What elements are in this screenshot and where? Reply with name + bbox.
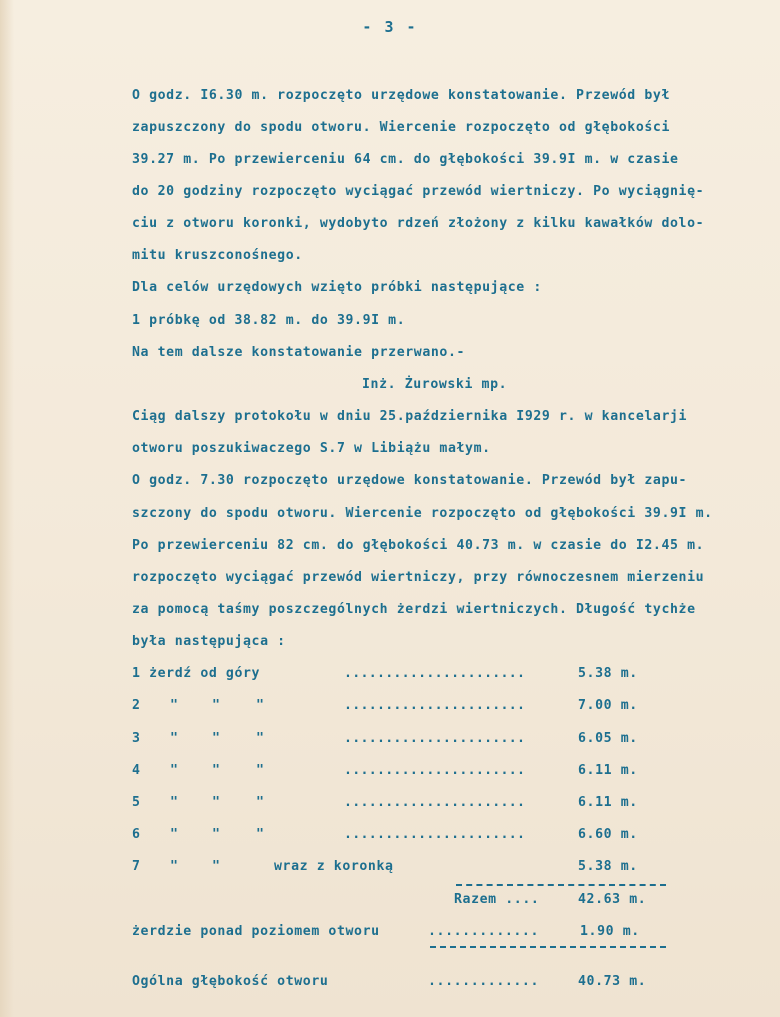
text-line-8: 1 próbkę od 38.82 m. do 39.9I m. xyxy=(132,313,406,328)
leader-dots: ...................... xyxy=(344,763,526,778)
ditto-mark: " xyxy=(212,731,221,746)
text-line-13: szczony do spodu otworu. Wiercenie rozpoczęto od głębokości 39.9I m. xyxy=(132,506,713,521)
difference-underline xyxy=(430,946,666,948)
leader-dots: ...................... xyxy=(344,731,526,746)
rod-row-4 xyxy=(132,763,652,783)
text-line-6: mitu kruszconośnego. xyxy=(132,248,303,263)
rod-length: 5.38 m. xyxy=(578,666,638,681)
rod-row-6 xyxy=(132,827,652,847)
overall-depth-row xyxy=(132,974,652,994)
ditto-mark: " xyxy=(256,795,265,810)
ditto-mark: " xyxy=(256,827,265,842)
total-label: Razem .... xyxy=(454,892,540,907)
above-ground-value: 1.90 m. xyxy=(580,924,640,939)
ditto-mark: " xyxy=(170,731,179,746)
text-line-11: otworu poszukiwaczego S.7 w Libiążu małym. xyxy=(132,441,491,456)
rod-length: 6.05 m. xyxy=(578,731,638,746)
ditto-mark: " xyxy=(212,698,221,713)
rod-row-5 xyxy=(132,795,652,815)
rod-row-1 xyxy=(132,666,652,686)
ditto-mark: " xyxy=(212,795,221,810)
rod-length: 7.00 m. xyxy=(578,698,638,713)
text-line-7: Dla celów urzędowych wzięto próbki następujące : xyxy=(132,280,542,295)
page-number: - 3 - xyxy=(362,18,418,36)
text-line-14: Po przewierceniu 82 cm. do głębokości 40.73 m. w czasie do I2.45 m. xyxy=(132,538,705,553)
ditto-mark: " xyxy=(212,859,221,874)
text-line-17: była następująca : xyxy=(132,634,286,649)
leader-dots: ............. xyxy=(428,924,540,939)
ditto-mark: " xyxy=(170,795,179,810)
text-line-10: Ciąg dalszy protokołu w dniu 25.października I929 r. w kancelarji xyxy=(132,409,688,424)
text-line-15: rozpoczęto wyciągać przewód wiertniczy, przy równoczesnem mierzeniu xyxy=(132,570,705,585)
ditto-mark: " xyxy=(256,731,265,746)
leader-dots: ...................... xyxy=(344,795,526,810)
text-line-2: zapuszczony do spodu otworu. Wiercenie rozpoczęto od głębokości xyxy=(132,120,670,135)
leader-dots: ...................... xyxy=(344,698,526,713)
paper-edge xyxy=(0,0,14,1017)
text-line-9: Na tem dalsze konstatowanie przerwano.- xyxy=(132,345,466,360)
leader-dots: ...................... xyxy=(344,666,526,681)
overall-depth-value: 40.73 m. xyxy=(578,974,647,989)
ditto-mark: " xyxy=(256,698,265,713)
sum-underline xyxy=(456,884,666,886)
total-row xyxy=(132,892,652,912)
rod-row-3 xyxy=(132,731,652,751)
text-line-3: 39.27 m. Po przewierceniu 64 cm. do głębokości 39.9I m. w czasie xyxy=(132,152,679,167)
rod-length: 5.38 m. xyxy=(578,859,638,874)
rod-label: 3 xyxy=(132,731,141,746)
rod-label: 6 xyxy=(132,827,141,842)
ditto-mark: " xyxy=(170,827,179,842)
signature: Inż. Żurowski mp. xyxy=(362,377,508,392)
rod-note: wraz z koronką xyxy=(274,859,394,874)
text-line-4: do 20 godziny rozpoczęto wyciągać przewód wiertniczy. Po wyciągnię- xyxy=(132,184,705,199)
text-line-12: O godz. 7.30 rozpoczęto urzędowe konstatowanie. Przewód był zapu- xyxy=(132,473,688,488)
rod-label: 4 xyxy=(132,763,141,778)
ditto-mark: " xyxy=(212,763,221,778)
total-value: 42.63 m. xyxy=(578,892,647,907)
rod-row-2 xyxy=(132,698,652,718)
rod-length: 6.11 m. xyxy=(578,763,638,778)
text-line-16: za pomocą taśmy poszczególnych żerdzi wiertniczych. Długość tychże xyxy=(132,602,696,617)
ditto-mark: " xyxy=(170,859,179,874)
overall-depth-label: Ogólna głębokość otworu xyxy=(132,974,329,989)
leader-dots: ............. xyxy=(428,974,540,989)
leader-dots: ...................... xyxy=(344,827,526,842)
ditto-mark: " xyxy=(256,763,265,778)
rod-length: 6.11 m. xyxy=(578,795,638,810)
ditto-mark: " xyxy=(170,698,179,713)
rod-length: 6.60 m. xyxy=(578,827,638,842)
rod-label: 2 xyxy=(132,698,141,713)
above-ground-label: żerdzie ponad poziomem otworu xyxy=(132,924,380,939)
rod-row-7 xyxy=(132,859,652,879)
text-line-1: O godz. I6.30 m. rozpoczęto urzędowe konstatowanie. Przewód był xyxy=(132,88,670,103)
ditto-mark: " xyxy=(212,827,221,842)
rod-label: 7 xyxy=(132,859,141,874)
above-ground-row xyxy=(132,924,652,944)
ditto-mark: " xyxy=(170,763,179,778)
text-line-5: ciu z otworu koronki, wydobyto rdzeń złożony z kilku kawałków dolo- xyxy=(132,216,705,231)
rod-label: 5 xyxy=(132,795,141,810)
rod-label: 1 żerdź od góry xyxy=(132,666,261,681)
